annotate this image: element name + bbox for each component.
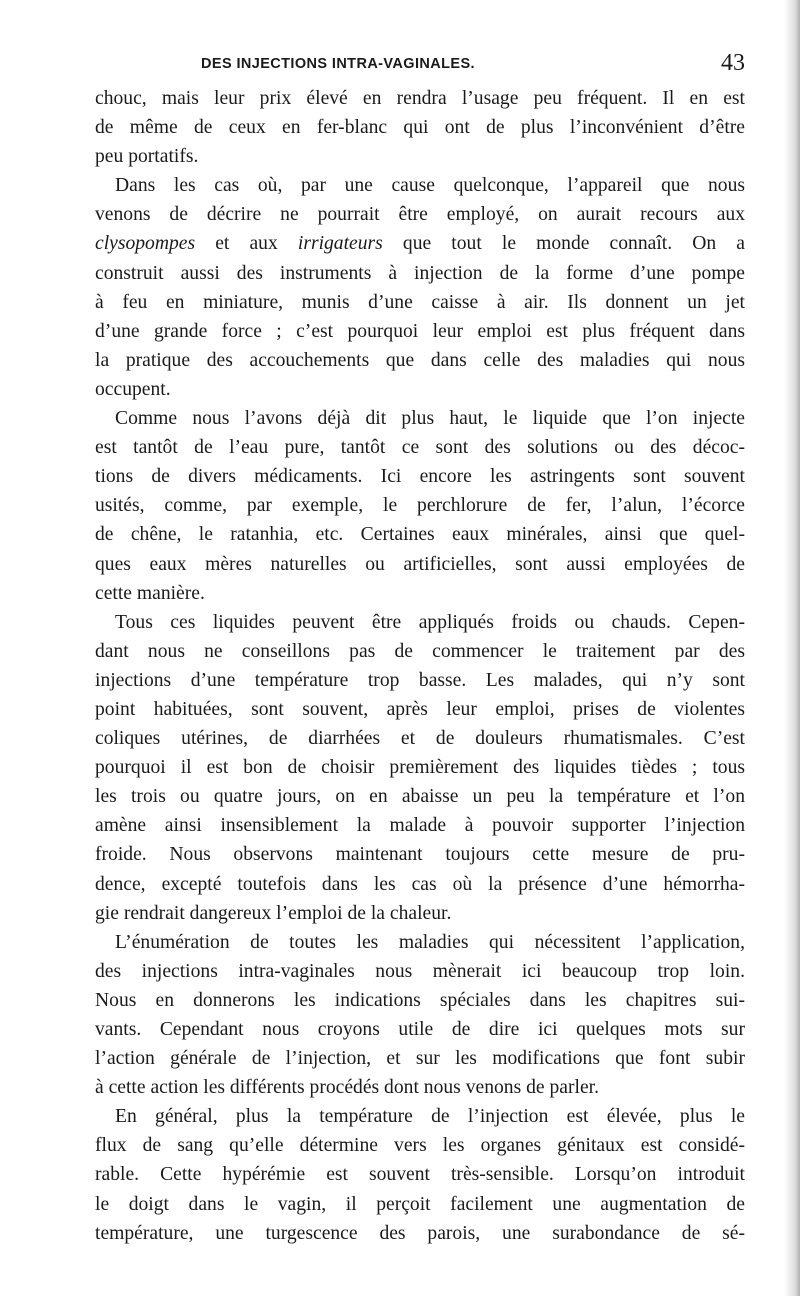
text-line: d’une grande force ; c’est pourquoi leur emploi est plus fréquent dans [95,320,745,342]
text-line: dant nous ne conseillons pas de commencer le traitement par des [95,640,745,662]
text-line: amène ainsi insensiblement la malade à pouvoir supporter l’injection [95,815,745,837]
text-line: coliques utérines, de diarrhées et de douleurs rhumatismales. C’est [95,728,745,750]
text-line: les trois ou quatre jours, on en abaisse un peu la température et l’on [95,786,745,808]
text-line: flux de sang qu’elle détermine vers les organes génitaux est considé- [95,1135,745,1157]
text-line: froide. Nous observons maintenant toujours cette mesure de pru- [95,844,745,866]
text-line: tions de divers médicaments. Ici encore les astringents sont souvent [95,466,745,488]
text-line: à feu en miniature, munis d’une caisse à air. Ils donnent un jet [95,291,745,313]
text-line: clysopompes et aux irrigateurs que tout le monde connaît. On a [95,233,745,255]
text-line: ques eaux mères naturelles ou artificielles, sont aussi employées de [95,553,745,575]
text-line: rable. Cette hypérémie est souvent très-sensible. Lorsqu’on introduit [95,1164,745,1186]
text-line: cette manière. [95,582,205,604]
text-line: venons de décrire ne pourrait être employé, on aurait recours aux [95,204,745,226]
text-line: L’énumération de toutes les maladies qui nécessitent l’application, [115,931,745,953]
text-line: peu portatifs. [95,146,199,168]
text-line: Comme nous l’avons déjà dit plus haut, le liquide que l’on injecte [115,408,745,430]
text-line: la pratique des accouchements que dans celle des maladies qui nous [95,349,745,371]
text-line: occupent. [95,378,171,400]
body-text [95,84,745,1248]
text-line: usités, comme, par exemple, le perchlorure de fer, l’alun, l’écorce [95,495,745,517]
running-title: DES INJECTIONS INTRA-VAGINALES. [201,56,475,72]
text-line: Dans les cas où, par une cause quelconque, l’appareil que nous [115,175,745,197]
text-line: injections d’une température trop basse. Les malades, qui n’y sont [95,669,745,691]
text-line: de chêne, le ratanhia, etc. Certaines eaux minérales, ainsi que quel- [95,524,745,546]
text-line: Nous en donnerons les indications spéciales dans les chapitres sui- [95,989,745,1011]
text-line: est tantôt de l’eau pure, tantôt ce sont des solutions ou des décoc- [95,437,745,459]
text-line: pourquoi il est bon de choisir premièrement des liquides tièdes ; tous [95,757,745,779]
italic-term: irrigateurs [297,233,383,255]
text-line: point habituées, sont souvent, après leur emploi, prises de violentes [95,698,745,720]
text-line: de même de ceux en fer-blanc qui ont de plus l’inconvénient d’être [95,117,745,139]
page-edge-shadow [784,0,800,1296]
page-number: 43 [721,50,745,76]
text-line: chouc, mais leur prix élevé en rendra l’usage peu fréquent. Il en est [95,88,745,109]
text-line: dence, excepté toutefois dans les cas où la présence d’une hémorrha- [95,873,745,895]
text-line: gie rendrait dangereux l’emploi de la chaleur. [95,902,452,924]
page-header [95,50,745,80]
text-line: En général, plus la température de l’injection est élevée, plus le [115,1106,745,1128]
text-line: vants. Cependant nous croyons utile de dire ici quelques mots sur [95,1019,745,1040]
text-line: Tous ces liquides peuvent être appliqués froids ou chauds. Cepen- [115,611,745,633]
text-line: le doigt dans le vagin, il perçoit facilement une augmentation de [95,1193,745,1215]
text-line: construit aussi des instruments à injection de la forme d’une pompe [95,262,745,284]
text-line: température, une turgescence des parois, une surabondance de sé- [95,1222,745,1244]
text-line: des injections intra-vaginales nous mènerait ici beaucoup trop loin. [95,960,745,982]
text-line: l’action générale de l’injection, et sur les modifications que font subir [95,1048,745,1070]
text-line: à cette action les différents procédés dont nous venons de parler. [95,1077,600,1099]
italic-term: clysopompes [95,233,196,255]
